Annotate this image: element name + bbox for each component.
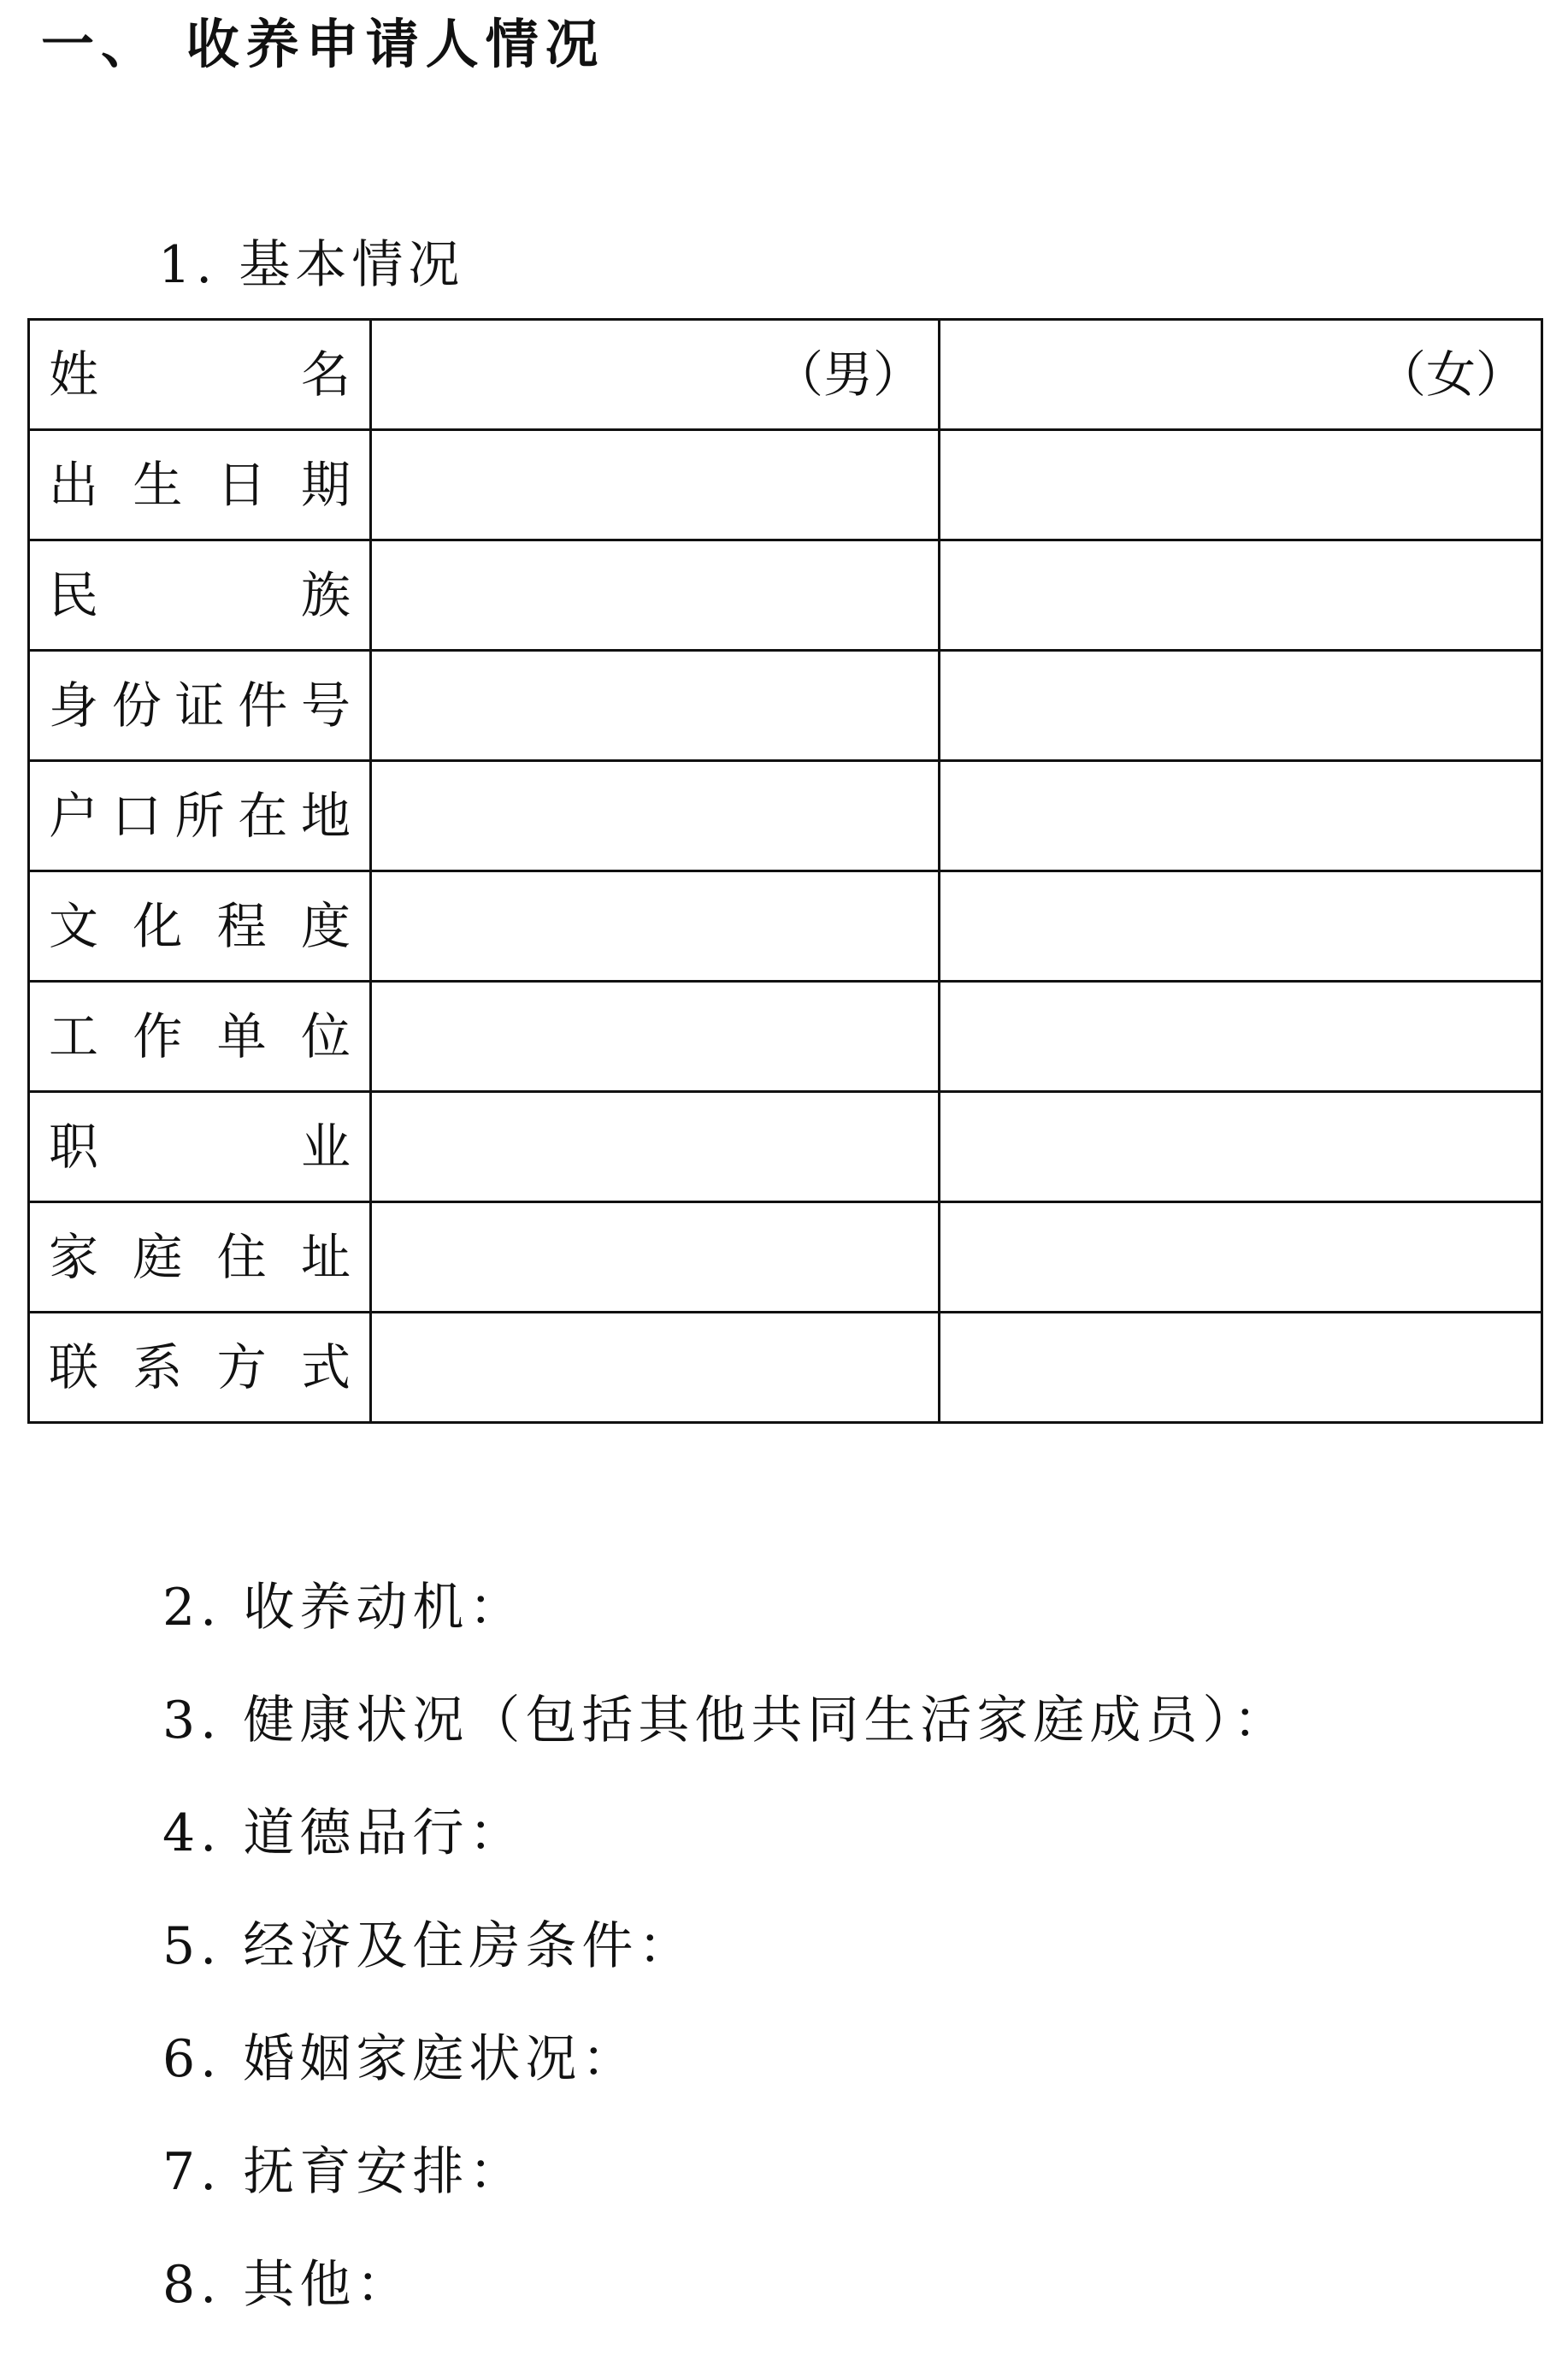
row-label-cell: [29, 430, 371, 540]
row-label-char: 出: [49, 456, 99, 514]
table-row: [29, 871, 1542, 982]
row-label: [49, 1118, 351, 1176]
table-row: [29, 540, 1542, 651]
row-label: [49, 566, 351, 624]
row-label-char: 文: [49, 897, 99, 955]
row-label-char: 式: [300, 1338, 351, 1396]
row-label-char: 职: [49, 1118, 99, 1176]
row-label-cell: [29, 1202, 371, 1313]
question-item: 6. 婚姻家庭状况：: [162, 2029, 639, 2089]
row-label-cell: [29, 871, 371, 982]
row-label-char: 口: [111, 787, 162, 845]
male-value-cell[interactable]: [371, 982, 940, 1092]
row-label-char: 在: [238, 787, 288, 845]
female-header-label: （女）: [1376, 345, 1525, 404]
row-label-char: 联: [49, 1338, 99, 1396]
row-label-char: 位: [300, 1007, 351, 1065]
male-header-label: （男）: [773, 345, 923, 404]
table-row: [29, 430, 1542, 540]
row-label-cell: [29, 761, 371, 871]
row-label-char: 址: [300, 1228, 351, 1286]
row-label-char: 度: [300, 897, 351, 955]
row-label-char: 生: [133, 456, 183, 514]
question-item: 5. 经济及住房条件：: [162, 1916, 695, 1976]
row-label: [49, 456, 351, 514]
row-label-char: 住: [216, 1228, 267, 1286]
row-label-char: 工: [49, 1007, 99, 1065]
male-value-cell[interactable]: [371, 1313, 940, 1423]
row-label-char: 日: [216, 456, 267, 514]
row-label: [49, 897, 351, 955]
row-label-char: 地: [300, 787, 351, 845]
female-value-cell[interactable]: [940, 651, 1542, 761]
row-label-cell: [29, 982, 371, 1092]
row-label-char: 期: [300, 456, 351, 514]
male-name-cell[interactable]: [371, 320, 940, 430]
row-label-char: 族: [300, 566, 351, 624]
row-label: [49, 1007, 351, 1065]
row-label: [49, 676, 351, 735]
row-label-cell: [29, 1313, 371, 1423]
table-row: [29, 1313, 1542, 1423]
row-label-char: 所: [174, 787, 225, 845]
basic-info-title: 1. 基本情况: [158, 235, 465, 295]
row-label-char: 证: [174, 676, 225, 735]
male-value-cell[interactable]: [371, 871, 940, 982]
row-label-char: 号: [300, 676, 351, 735]
male-value-cell[interactable]: [371, 1092, 940, 1202]
row-label-char: 庭: [133, 1228, 183, 1286]
table-header-row: [29, 320, 1542, 430]
name-label-char: 姓: [49, 345, 99, 404]
row-label-char: 单: [216, 1007, 267, 1065]
female-name-cell[interactable]: [940, 320, 1542, 430]
table-row: [29, 982, 1542, 1092]
row-label-char: 系: [133, 1338, 183, 1396]
row-label-char: 方: [216, 1338, 267, 1396]
row-label-char: 程: [216, 897, 267, 955]
name-label-char: 名: [300, 345, 351, 404]
row-label-char: 身: [49, 676, 99, 735]
row-label-char: 户: [49, 787, 99, 845]
row-label-cell: [29, 651, 371, 761]
male-value-cell[interactable]: [371, 430, 940, 540]
row-label-char: 份: [111, 676, 162, 735]
female-value-cell[interactable]: [940, 871, 1542, 982]
table-row: [29, 1092, 1542, 1202]
question-item: 7. 抚育安排：: [162, 2142, 526, 2202]
row-label-char: 家: [49, 1228, 99, 1286]
row-label-char: 化: [133, 897, 183, 955]
question-item: 2. 收养动机：: [162, 1578, 526, 1638]
female-value-cell[interactable]: [940, 430, 1542, 540]
row-label-char: 业: [300, 1118, 351, 1176]
row-label-cell: [29, 540, 371, 651]
table-row: [29, 651, 1542, 761]
table-row: [29, 761, 1542, 871]
row-label-char: 民: [49, 566, 99, 624]
female-value-cell[interactable]: [940, 761, 1542, 871]
row-label: [49, 787, 351, 845]
name-label: [49, 345, 351, 404]
row-label-cell: [29, 1092, 371, 1202]
row-label: [49, 1228, 351, 1286]
question-item: 3. 健康状况（包括其他共同生活家庭成员）：: [162, 1691, 1290, 1750]
name-label-cell: [29, 320, 371, 430]
male-value-cell[interactable]: [371, 761, 940, 871]
male-value-cell[interactable]: [371, 540, 940, 651]
female-value-cell[interactable]: [940, 540, 1542, 651]
applicant-info-table: [27, 318, 1543, 1424]
row-label-char: 件: [238, 676, 288, 735]
female-value-cell[interactable]: [940, 1092, 1542, 1202]
row-label: [49, 1338, 351, 1396]
question-item: 8. 其他：: [162, 2255, 413, 2315]
section-heading: 一、 收养申请人情况: [41, 13, 605, 75]
table-row: [29, 1202, 1542, 1313]
row-label-char: 作: [133, 1007, 183, 1065]
male-value-cell[interactable]: [371, 1202, 940, 1313]
female-value-cell[interactable]: [940, 1313, 1542, 1423]
male-value-cell[interactable]: [371, 651, 940, 761]
female-value-cell[interactable]: [940, 1202, 1542, 1313]
question-item: 4. 道德品行：: [162, 1803, 526, 1863]
female-value-cell[interactable]: [940, 982, 1542, 1092]
